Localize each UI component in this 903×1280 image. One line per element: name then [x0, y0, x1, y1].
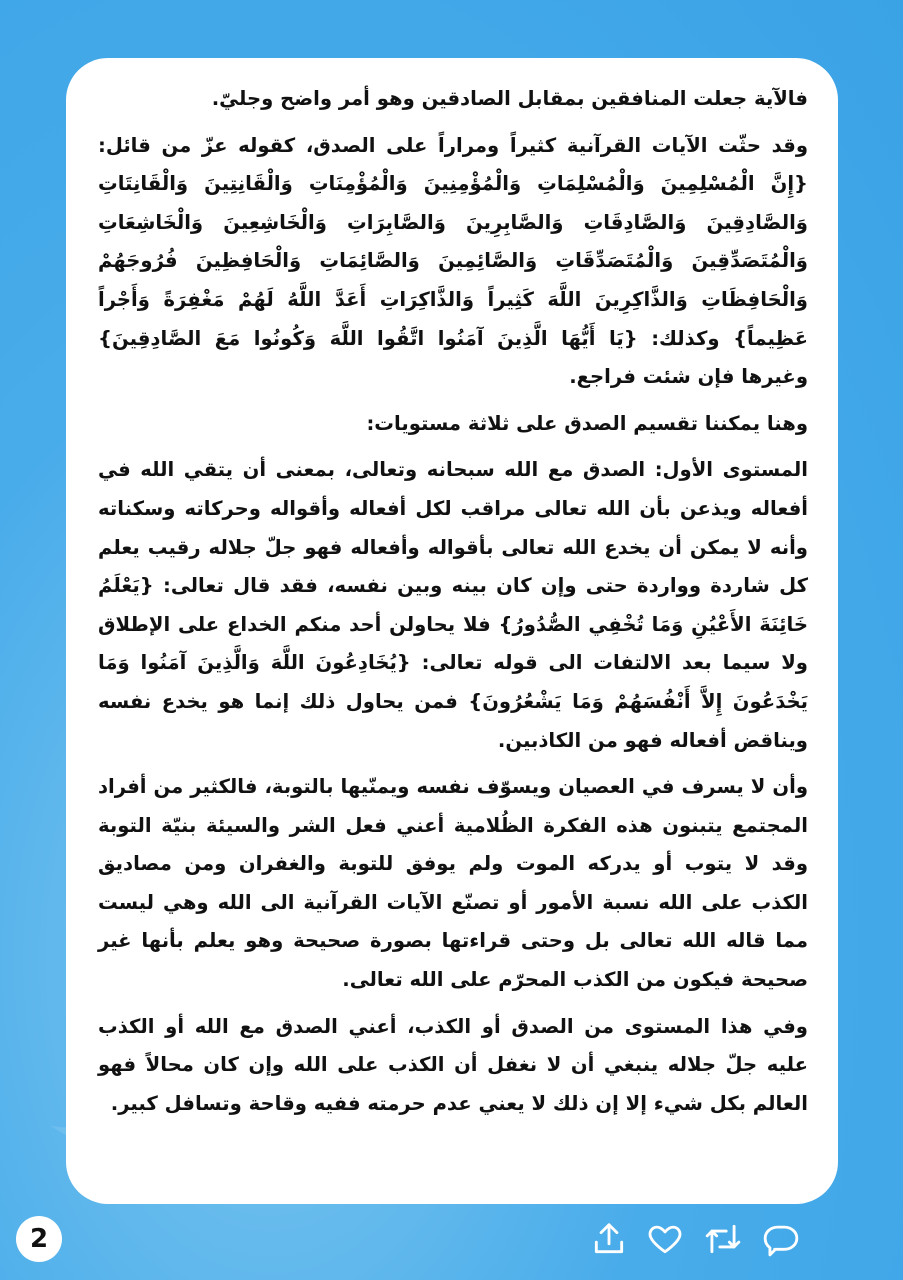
page-number-badge	[16, 1216, 62, 1262]
paragraph-repentance: وأن لا يسرف في العصيان ويسوّف نفسه ويمنّيها بالتوبة، فالكثير من أفراد المجتمع يتبنون هذه الفكرة الظُلامية أعني فعل الشر والسيئة بنيّة التوبة وقد لا يتوب أو يدركه الموت ولم يوفق للتوبة والغفران ومن مصاديق الكذب على الله نسبة الأمور أو تصنّع الآيات القرآنية الى الله وهي ليست مما قاله الله تعالى بل وحتى قراءتها بصورة صحيحة وهو يعلم بأنها غير صحيحة فيكون من الكذب المحرّم على الله تعالى.	[98, 775, 808, 992]
paragraph-quran-verses: وقد حثّت الآيات القرآنية كثيراً ومراراً على الصدق، كقوله عزّ من قائل: {إِنَّ الْمُسْلِمِينَ وَالْمُسْلِمَاتِ وَالْمُؤْمِنِينَ وَالْمُؤْمِنَاتِ وَالْقَانِتِينَ وَالْقَانِتَاتِ وَالصَّادِقِينَ وَالصَّادِقَاتِ وَالصَّابِرِينَ وَالصَّابِرَاتِ وَالْخَاشِعِينَ وَالْخَاشِعَاتِ وَالْمُتَصَدِّقِينَ وَالْمُتَصَدِّقَاتِ وَالصَّائِمِينَ وَالصَّائِمَاتِ وَالْحَافِظِينَ فُرُوجَهُمْ وَالْحَافِظَاتِ وَالذَّاكِرِينَ اللَّهَ كَثِيراً وَالذَّاكِرَاتِ أَعَدَّ اللَّهُ لَهُمْ مَغْفِرَةً وَأَجْراً عَظِيماً} وكذلك: {يَا أَيُّهَا الَّذِينَ آمَنُوا اتَّقُوا اللَّهَ وَكُونُوا مَعَ الصَّادِقِينَ} وغيرها فإن شئت فراجع.	[98, 133, 808, 389]
paragraph-conclusion: وفي هذا المستوى من الصدق أو الكذب، أعني الصدق مع الله أو الكذب عليه جلّ جلاله ينبغي أن لا نغفل أن الكذب على الله وإن كان محالاً فهو العالم بكل شيء إلا إن ذلك لا يعني عدم حرمته ففيه وقاحة وتسافل كبير.	[98, 1014, 808, 1115]
post-card	[66, 58, 838, 1204]
reply-icon	[762, 1220, 800, 1258]
heart-icon	[646, 1220, 684, 1258]
share-button[interactable]	[590, 1220, 634, 1264]
action-bar	[590, 1220, 810, 1264]
reply-button[interactable]	[762, 1220, 806, 1264]
paragraph-levels-intro: وهنا يمكننا تقسيم الصدق على ثلاثة مستويات:	[366, 411, 808, 435]
retweet-icon	[704, 1220, 742, 1258]
first-level-text: : الصدق مع الله سبحانه وتعالى، بمعنى أن يتقي الله في أفعاله ويذعن بأن الله تعالى مراقب لكل أفعاله وأقواله وحركاته وسكناته وأنه لا يمكن أن يخدع الله تعالى بأقواله وأفعاله فهو جلّ جلاله رقيب يعلم كل شاردة وواردة حتى وإن كان بينه وبين نفسه، فقد قال تعالى: {يَعْلَمُ خَائِنَةَ الأَعْيُنِ وَمَا تُخْفِي الصُّدُورُ} فلا يحاولن أحد منكم الخداع على الإطلاق ولا سيما بعد الالتفات الى قوله تعالى: {يُخَادِعُونَ اللَّهَ وَالَّذِينَ آمَنُوا وَمَا يَخْدَعُونَ إِلاَّ أَنْفُسَهُمْ وَمَا يَشْعُرُونَ} فمن يحاول ذلك إنما هو يخدع نفسه ويناقض أفعاله فهو من الكاذبين.	[98, 458, 808, 752]
paragraph-intro: فالآية جعلت المنافقين بمقابل الصادقين وهو أمر واضح وجليّ.	[211, 87, 808, 110]
page-number: 2	[29, 1224, 49, 1254]
share-icon	[590, 1220, 628, 1258]
retweet-button[interactable]	[704, 1220, 748, 1264]
like-button[interactable]	[646, 1220, 690, 1264]
first-level-label: المستوى الأول	[662, 458, 808, 482]
paragraph-first-level	[98, 451, 808, 760]
